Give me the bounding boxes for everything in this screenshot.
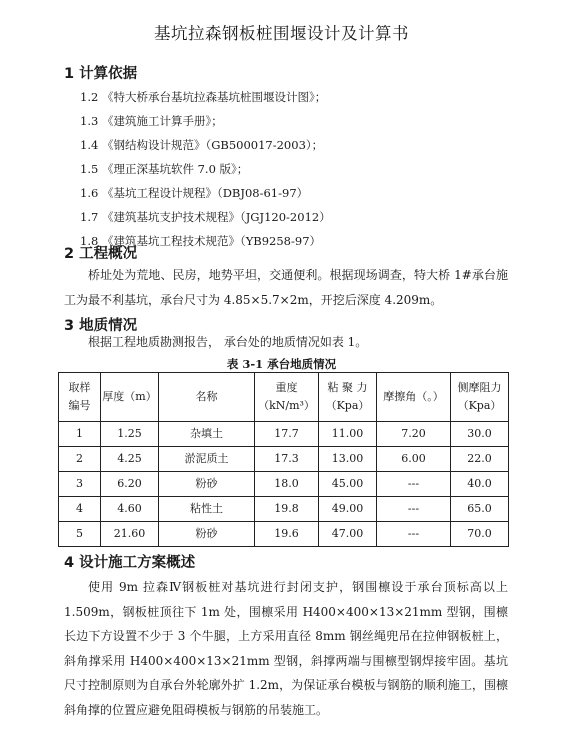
reference-item: 1.2 《特大桥承台基坑拉森基坑桩围堰设计图》； xyxy=(80,90,327,104)
table-cell: 7.20 xyxy=(377,422,451,447)
table-cell: 1.25 xyxy=(101,422,159,447)
table-cell: 21.60 xyxy=(101,522,159,547)
table-cell: --- xyxy=(377,497,451,522)
table-row xyxy=(59,522,509,547)
table-cell: 13.00 xyxy=(319,447,377,472)
table-cell: 粘性土 xyxy=(159,497,255,522)
reference-item: 1.8 《建筑基坑工程技术规范》（YB9258-97） xyxy=(80,234,322,248)
column-header-side-friction: 侧摩阻力 （Kpa） xyxy=(451,373,509,422)
table-header-row xyxy=(59,373,509,422)
overview-paragraph: 桥址处为荒地、民房，地势平坦，交通便利。根据现场调查，特大桥 1#承台施工为最不利基坑，承台尺寸为 4.85×5.7×2m，开挖后深度 4.209m。 xyxy=(64,268,508,307)
table-row xyxy=(59,497,509,522)
table-cell: 70.0 xyxy=(451,522,509,547)
column-header-friction-angle: 摩擦角（。） xyxy=(377,373,451,422)
geology-paragraph: 根据工程地质勘测报告， 承台处的地质情况如表 1。 xyxy=(88,335,368,349)
table-cell: 17.3 xyxy=(255,447,319,472)
column-header-name: 名称 xyxy=(159,373,255,422)
section-heading-geology: 3 地质情况 xyxy=(64,318,138,334)
plan-paragraph: 使用 9m 拉森Ⅳ钢板桩对基坑进行封闭支护，钢围檩设于承台顶标高以上 1.509m，钢板桩顶往下 1m 处，围檩采用 H400×400×13×21mm 型钢，围檩长边下方设置不少于 3 个牛腿，上方采用直径 8mm 钢丝绳兜吊在拉伸钢板桩上，斜角撑采用 H400×400×13×21mm 型钢，斜撑两端与围檩型钢焊接牢固。基坑尺寸控制原则为自承台外轮廓外扩 1.2m，为保证承台模板与钢筋的顺利施工，围檩斜角撑的位置应避免阻碍模板与钢筋的吊装施工。 xyxy=(64,580,508,717)
table-cell: 淤泥质土 xyxy=(159,447,255,472)
table-cell: 40.0 xyxy=(451,472,509,497)
table-cell: 3 xyxy=(59,472,101,497)
section-heading-basis: 1 计算依据 xyxy=(64,66,138,82)
table-cell: 5 xyxy=(59,522,101,547)
table-cell: 粉砂 xyxy=(159,522,255,547)
column-header-sample-no: 取样 编号 xyxy=(59,373,101,422)
table-cell: 30.0 xyxy=(451,422,509,447)
table-cell: 49.00 xyxy=(319,497,377,522)
table-caption: 表 3-1 承台地质情况 xyxy=(226,357,337,371)
reference-item: 1.5 《理正深基坑软件 7.0 版》； xyxy=(80,162,249,176)
table-cell: 45.00 xyxy=(319,472,377,497)
table-cell: 4.25 xyxy=(101,447,159,472)
column-header-thickness: 厚度（m） xyxy=(101,373,159,422)
table-row xyxy=(59,422,509,447)
table-cell: 18.0 xyxy=(255,472,319,497)
reference-item: 1.3 《建筑施工计算手册》； xyxy=(80,114,223,128)
table-cell: 4.60 xyxy=(101,497,159,522)
table-row xyxy=(59,472,509,497)
reference-item: 1.6 《基坑工程设计规程》（DBJ08-61-97） xyxy=(80,186,309,200)
section-heading-overview: 2 工程概况 xyxy=(64,246,138,262)
table-cell: 19.6 xyxy=(255,522,319,547)
table-cell: 杂填土 xyxy=(159,422,255,447)
table-cell: 6.20 xyxy=(101,472,159,497)
table-cell: 19.8 xyxy=(255,497,319,522)
column-header-unit-weight: 重度 （kN/m³） xyxy=(255,373,319,422)
table-cell: --- xyxy=(377,472,451,497)
section-heading-plan: 4 设计施工方案概述 xyxy=(64,555,196,571)
table-cell: --- xyxy=(377,522,451,547)
column-header-cohesion: 粘 聚 力 （Kpa） xyxy=(319,373,377,422)
table-cell: 47.00 xyxy=(319,522,377,547)
table-cell: 1 xyxy=(59,422,101,447)
table-cell: 11.00 xyxy=(319,422,377,447)
document-title: 基坑拉森钢板桩围堰设计及计算书 xyxy=(154,24,409,43)
table-row xyxy=(59,447,509,472)
table-cell: 6.00 xyxy=(377,447,451,472)
table-cell: 2 xyxy=(59,447,101,472)
table-cell: 22.0 xyxy=(451,447,509,472)
table-cell: 4 xyxy=(59,497,101,522)
table-cell: 65.0 xyxy=(451,497,509,522)
reference-item: 1.7 《建筑基坑支护技术规程》（JGJ120-2012） xyxy=(80,210,331,224)
table-cell: 粉砂 xyxy=(159,472,255,497)
geology-table xyxy=(58,372,509,547)
table-cell: 17.7 xyxy=(255,422,319,447)
reference-item: 1.4 《钢结构设计规范》（GB500017-2003）； xyxy=(80,138,324,152)
